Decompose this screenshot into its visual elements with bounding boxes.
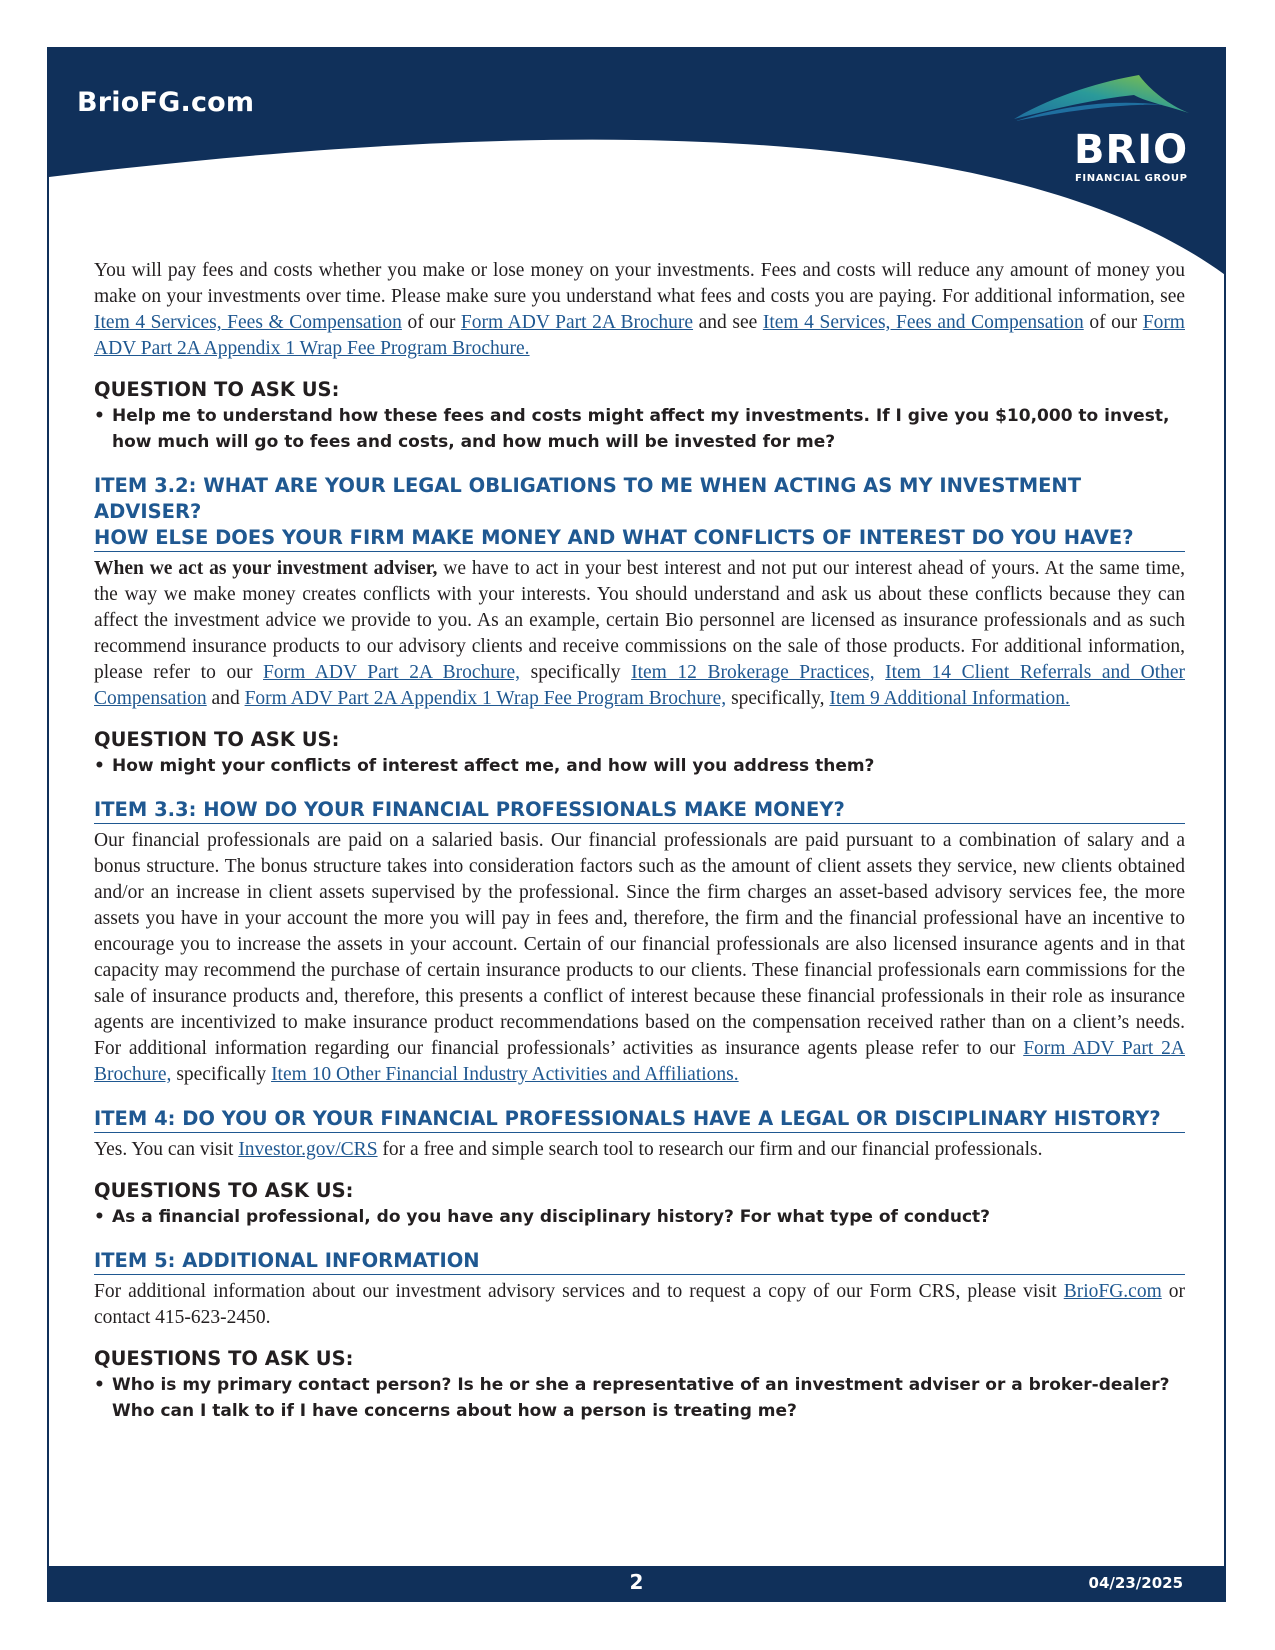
page-frame [47,47,1226,1602]
question-item: • Help me to understand how these fees and costs might affect my investments. If I give you $10,000 to invest, how much will go to fees and costs, and how much will be invested for me? [94,406,1170,452]
link-item12-brokerage[interactable]: Item 12 Brokerage Practices, [631,662,875,683]
logo-subtitle: FINANCIAL GROUP [1075,173,1188,184]
content-area [94,258,1185,1424]
site-url[interactable]: BrioFG.com [77,87,255,118]
brio-logo-swoosh-icon [1014,75,1204,135]
link-item9-additional[interactable]: Item 9 Additional Information. [829,688,1070,709]
question-list [94,1204,1185,1230]
question-heading: QUESTIONS TO ASK US: [94,1347,354,1370]
question-heading: QUESTIONS TO ASK US: [94,1179,354,1202]
section-heading-item-3-3: ITEM 3.3: HOW DO YOUR FINANCIAL PROFESSIONALS MAKE MONEY? [94,797,1185,824]
link-wrap-fee-brochure[interactable]: Form ADV Part 2A Appendix 1 Wrap Fee Program Brochure, [244,688,727,709]
link-adv-brochure[interactable]: Form ADV Part 2A Brochure, [94,1038,1185,1085]
section-5-paragraph: For additional information about our investment advisory services and to request a copy of our Form CRS, please visit BrioFG.com or contact 415-623-2450. [94,1281,1185,1328]
question-heading: QUESTION TO ASK US: [94,728,340,751]
link-investor-gov[interactable]: Investor.gov/CRS [238,1139,378,1160]
section-heading-item-5: ITEM 5: ADDITIONAL INFORMATION [94,1248,1185,1275]
section-3-2-paragraph: When we act as your investment adviser, we have to act in your best interest and not put our interest ahead of yours. At the same time, the way we make money creates conflicts with your interests. You should understand and ask us about these conflicts because they can affect the investment advice we provide to you. As an example, certain Bio personnel are licensed as insurance professionals and as such recommend insurance products to our advisory clients and receive commissions on the sale of those products. For additional information, please refer to our Form ADV Part 2A Brochure, specifically Item 12 Brokerage Practices, Item 14 Client Referrals and Other Compensation and Form ADV Part 2A Appendix 1 Wrap Fee Program Brochure, specifically, Item 9 Additional Information. [94,558,1186,709]
footer-bar [49,1566,1224,1600]
link-wrap-fee-brochure[interactable]: Form ADV Part 2A Appendix 1 Wrap Fee Program Brochure. [94,312,1185,359]
logo-wordmark: BRIO [1074,127,1189,173]
section-heading-item-3-2: ITEM 3.2: WHAT ARE YOUR LEGAL OBLIGATIONS TO ME WHEN ACTING AS MY INVESTMENT ADVISER? HOW ELSE DOES YOUR FIRM MAKE MONEY AND WHAT CONFLICTS OF INTEREST DO YOU HAVE? [94,473,1185,552]
question-item: • Who is my primary contact person? Is he or she a representative of an investment adviser or a broker-dealer? Who can I talk to if I have concerns about how a person is treating me? [94,1375,1170,1421]
link-item4-wrap-fees[interactable]: Item 4 Services, Fees and Compensation [762,312,1084,333]
section-3-3-paragraph: Our financial professionals are paid on a salaried basis. Our financial professionals are paid pursuant to a combination of salary and a bonus structure. The bonus structure takes into consideration factors such as the amount of client assets they service, new clients obtained and/or an increase in client assets supervised by the professional. Since the firm charges an asset-based advisory services fee, the more assets you have in your account the more you will pay in fees and, therefore, the firm and the financial professional have an incentive to encourage you to increase the assets in your account. Certain of our financial professionals are also licensed insurance agents and in that capacity may recommend the purchase of certain insurance products to our clients. These financial professionals earn commissions for the sale of insurance products and, therefore, this presents a conflict of interest because these financial professionals in their role as insurance agents are incentivized to make insurance product recommendations based on the compensation received rather than on a client’s needs. For additional information regarding our financial professionals’ activities as insurance agents please refer to our Form ADV Part 2A Brochure, specifically Item 10 Other Financial Industry Activities and Affiliations. [94,830,1185,1085]
section-4-paragraph: Yes. You can visit Investor.gov/CRS for a free and simple search tool to research our firm and our financial professionals. [94,1139,1043,1160]
question-item: • How might your conflicts of interest affect me, and how will you address them? [94,756,875,776]
link-item4-fees[interactable]: Item 4 Services, Fees & Compensation [94,312,402,333]
link-item10-other-activities[interactable]: Item 10 Other Financial Industry Activities and Affiliations. [271,1064,739,1085]
intro-paragraph: You will pay fees and costs whether you make or lose money on your investments. Fees and costs will reduce any amount of money you make on your investments over time. Please make sure you understand what fees and costs you are paying. For additional information, see Item 4 Services, Fees & Compensation of our Form ADV Part 2A Brochure and see Item 4 Services, Fees and Compensation of our Form ADV Part 2A Appendix 1 Wrap Fee Program Brochure. [94,260,1185,359]
page-number: 2 [629,1570,644,1594]
question-heading: QUESTION TO ASK US: [94,378,340,401]
section-heading-item-4: ITEM 4: DO YOU OR YOUR FINANCIAL PROFESSIONALS HAVE A LEGAL OR DISCIPLINARY HISTORY? [94,1106,1185,1133]
question-list [94,403,1185,455]
question-list [94,753,1185,779]
link-briofg[interactable]: BrioFG.com [1063,1281,1162,1302]
link-adv-brochure[interactable]: Form ADV Part 2A Brochure [460,312,694,333]
footer-date: 04/23/2025 [1088,1574,1183,1592]
question-list [94,1372,1185,1424]
question-item: • As a financial professional, do you have any disciplinary history? For what type of conduct? [94,1207,991,1227]
link-item14-referrals[interactable]: Item 14 Client Referrals and Other Compensation [94,662,1186,709]
link-adv-brochure[interactable]: Form ADV Part 2A Brochure, [263,662,521,683]
